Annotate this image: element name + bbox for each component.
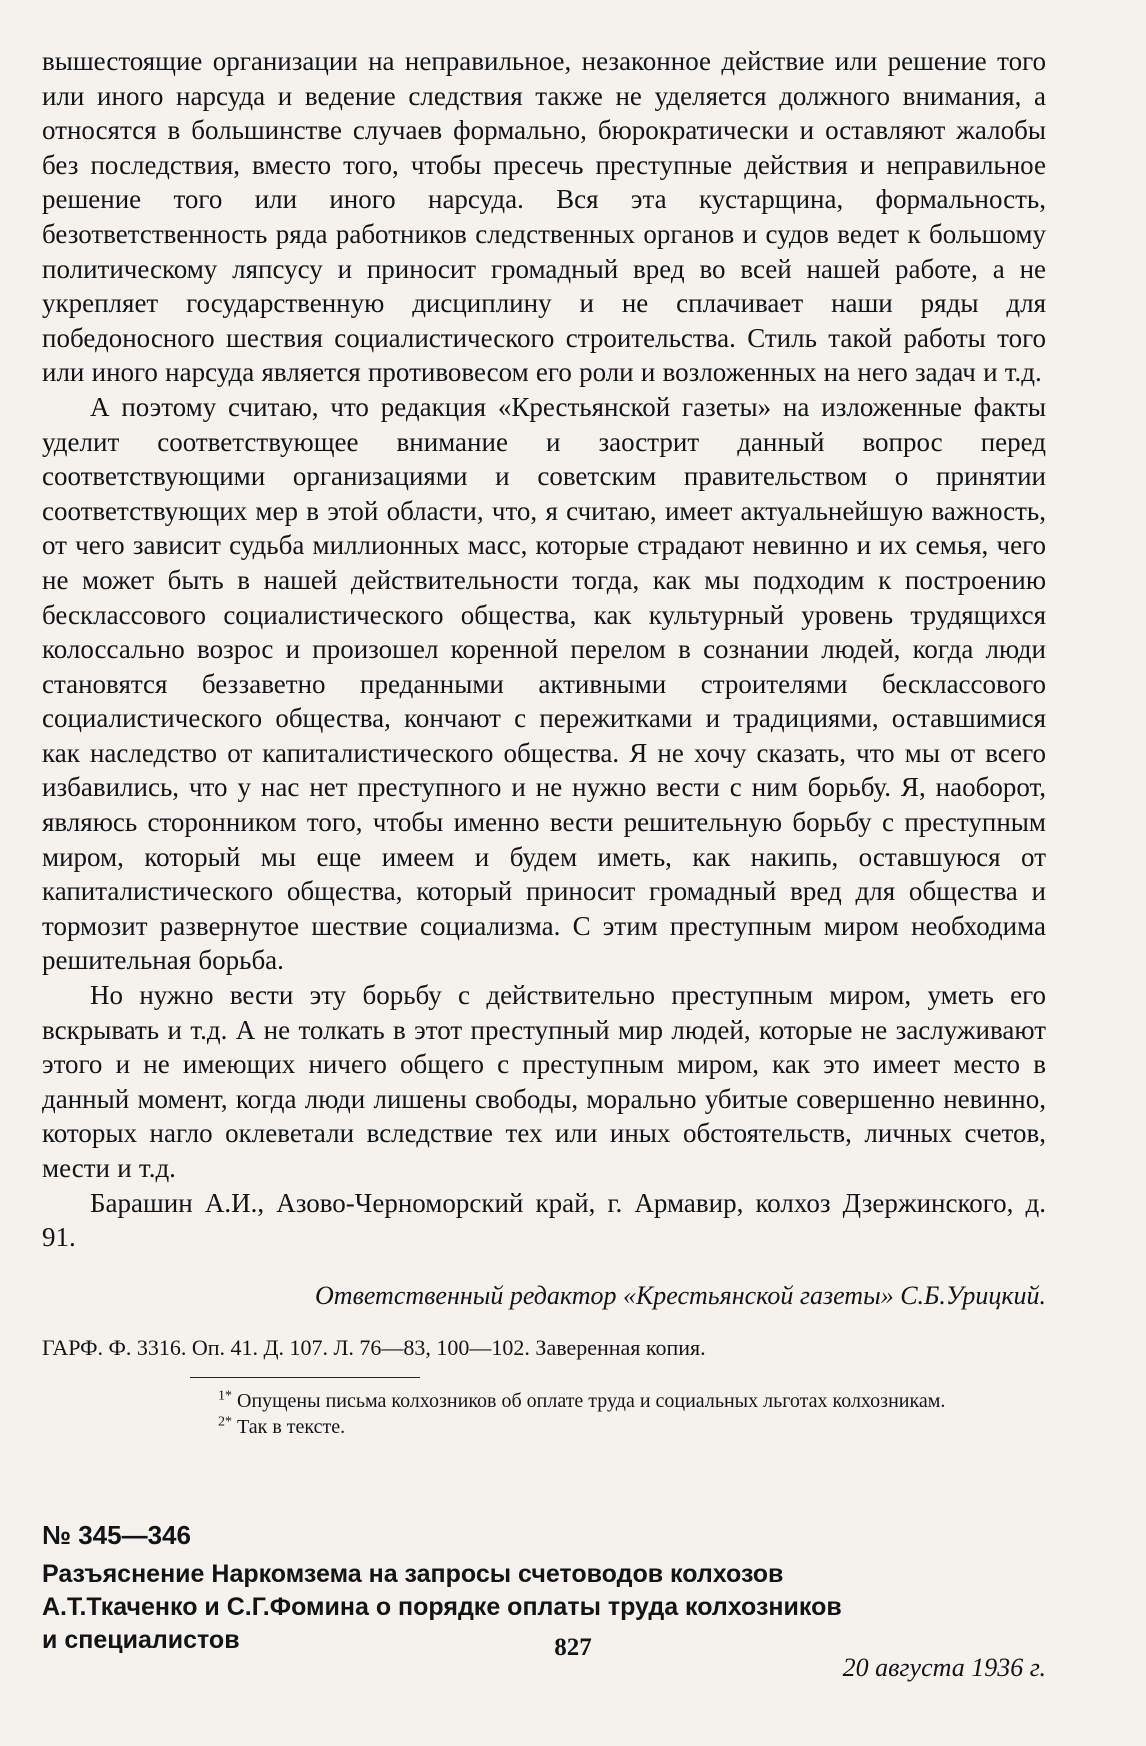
- footnotes: [218, 1388, 1046, 1440]
- footnote-marker: 2*: [218, 1414, 232, 1430]
- letter-body: [42, 44, 1046, 1255]
- footnote-1: [218, 1388, 1046, 1414]
- footnote-2: [218, 1414, 1046, 1440]
- footnote-marker: 1*: [218, 1388, 232, 1404]
- body-paragraph: Но нужно вести эту борьбу с действительно преступным миром, уметь его вскрывать и т.д. А не толкать в этот преступный мир людей, которые не заслуживают этого и не имеющих ничего общего с преступным миром, как это имеет место в данный момент, когда люди лишены свободы, морально убитые совершенно невинно, которых нагло оклеветали вследствие тех или иных обстоятельств, личных счетов, мести и т.д.: [42, 980, 1046, 1183]
- footnote-text: Так в тексте.: [237, 1415, 346, 1438]
- author-line: Барашин А.И., Азово-Черноморский край, г. Армавир, колхоз Дзержинского, д. 91.: [42, 1187, 1046, 1253]
- page-number: 827: [554, 1634, 592, 1661]
- archive-reference: ГАРФ. Ф. 3316. Оп. 41. Д. 107. Л. 76—83, 100—102. Заверенная копия.: [42, 1334, 706, 1360]
- editor-signature: Ответственный редактор «Крестьянской газеты» С.Б.Урицкий.: [315, 1280, 1046, 1310]
- body-paragraph: А поэтому считаю, что редакция «Крестьянской газеты» на изложенные факты уделит соответствующее внимание и заострит данный вопрос перед соответствующими организациями и советским правительством о принятии соответствующих мер в этой области, что, я считаю, имеет актуальнейшую важность, от чего зависит судьба миллионных масс, которые страдают невинно и их семья, чего не может быть в нашей действительности тогда, как мы подходим к построению бесклассового социалистического общества, как культурный уровень трудящихся колоссально возрос и произошел коренной перелом в сознании людей, когда люди становятся беззаветно преданными активными строителями бесклассового социалистического общества, кончают с пережитками и традициями, оставшимися как наследство от капиталистического общества. Я не хочу сказать, что мы от всего избавились, что у нас нет преступного и не нужно вести с ним борьбу. Я, наоборот, являюсь сторонником того, чтобы именно вести решительную борьбу с преступным миром, который мы еще имеем и будем иметь, как накипь, оставшуюся от капиталистического общества, который приносит громадный вред для общества и тормозит развернутое шествие социализма. С этим преступным миром необходима решительная борьба.: [42, 391, 1046, 976]
- footnote-text: Опущены письма колхозников об оплате труда и социальных льготах колхозникам.: [237, 1389, 946, 1412]
- footnote-divider: [190, 1377, 420, 1378]
- document-number: № 345—346: [42, 1519, 191, 1550]
- body-paragraph: вышестоящие организации на неправильное, незаконное действие или решение того или иного нарсуда и ведение следствия также не уделяется должного внимания, а относятся в большинстве случаев формально, бюрократически и оставляют жалобы без последствия, вместо того, чтобы пресечь преступные действия и неправильное решение того или иного нарсуда. Вся эта кустарщина, формальность, безответственность ряда работников следственных органов и судов ведет к большому политическому ляпсусу и приносит громадный вред во всей нашей работе, а не укрепляет государственную дисциплину и не сплачивает наши ряды для победоносного шествия социалистического строительства. Стиль такой работы того или иного нарсуда является противовесом его роли и возложенных на него задач и т.д.: [42, 46, 1046, 388]
- document-title: Разъяснение Наркомзема на запросы счетоводов колхозов А.Т.Ткаченко и С.Г.Фомина о порядке оплаты труда колхозников и специалистов: [42, 1559, 842, 1654]
- document-date: 20 августа 1936 г.: [842, 1652, 1046, 1682]
